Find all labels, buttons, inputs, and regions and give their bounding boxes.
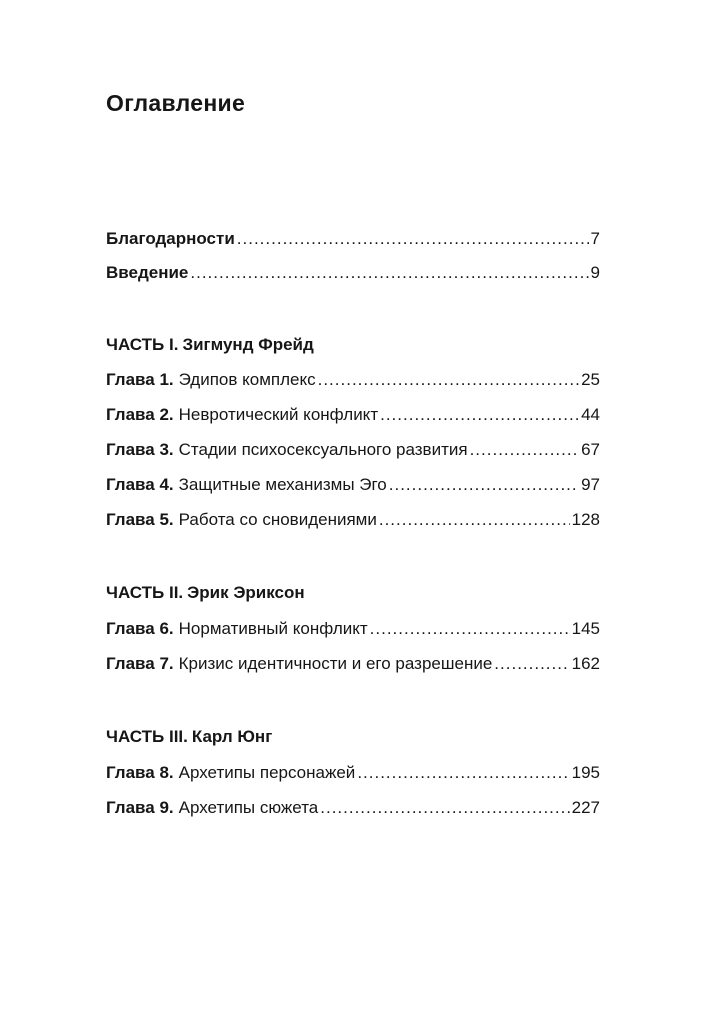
toc-page-number: 7 [590, 229, 600, 248]
part-name: Зигмунд Фрейд [182, 335, 314, 354]
toc-chapter-row[interactable] [106, 509, 600, 531]
leader-dots [389, 474, 579, 496]
leader-dots [494, 653, 569, 675]
toc-page-number: 128 [571, 510, 600, 529]
part-heading [106, 582, 305, 604]
toc-chapter-row[interactable] [106, 797, 600, 819]
toc-chapter-row[interactable] [106, 653, 600, 675]
chapter-title: Стадии психосексуального развития [178, 440, 468, 459]
toc-page-number: 9 [590, 263, 600, 282]
toc-entry[interactable] [106, 228, 600, 250]
chapter-number: Глава 9. [106, 798, 174, 817]
part-name: Карл Юнг [191, 727, 273, 746]
chapter-number: Глава 5. [106, 510, 174, 529]
toc-page-number: 44 [581, 405, 600, 424]
toc-entry-label: Благодарности [106, 229, 235, 248]
chapter-title: Архетипы персонажей [178, 763, 356, 782]
toc-page-number: 145 [571, 619, 600, 638]
toc-entry[interactable] [106, 262, 600, 284]
toc-chapter-row[interactable] [106, 369, 600, 391]
toc-page-number: 67 [581, 440, 600, 459]
part-heading [106, 334, 314, 356]
chapter-title: Эдипов комплекс [178, 370, 316, 389]
leader-dots [237, 228, 589, 250]
leader-dots [357, 762, 569, 784]
chapter-number: Глава 7. [106, 654, 174, 673]
chapter-title: Защитные механизмы Эго [178, 475, 387, 494]
chapter-number: Глава 6. [106, 619, 174, 638]
leader-dots [190, 262, 588, 284]
leader-dots [380, 404, 579, 426]
toc-page-number: 162 [571, 654, 600, 673]
chapter-number: Глава 4. [106, 475, 174, 494]
toc-page-number: 25 [581, 370, 600, 389]
part-name: Эрик Эриксон [187, 583, 305, 602]
toc-page-number: 195 [571, 763, 600, 782]
leader-dots [318, 369, 579, 391]
toc-page-number: 97 [581, 475, 600, 494]
toc-entry-label: Введение [106, 263, 189, 282]
chapter-number: Глава 2. [106, 405, 174, 424]
chapter-title: Кризис идентичности и его разрешение [178, 654, 493, 673]
chapter-title: Архетипы сюжета [178, 798, 319, 817]
part-heading [106, 726, 272, 748]
toc-chapter-row[interactable] [106, 618, 600, 640]
leader-dots [370, 618, 570, 640]
toc-page-number: 227 [571, 798, 600, 817]
page-title: Оглавление [106, 90, 246, 116]
toc-chapter-row[interactable] [106, 762, 600, 784]
chapter-title: Невротический конфликт [178, 405, 379, 424]
leader-dots [379, 509, 570, 531]
part-label: ЧАСТЬ III. [106, 727, 188, 746]
chapter-number: Глава 8. [106, 763, 174, 782]
toc-chapter-row[interactable] [106, 404, 600, 426]
part-label: ЧАСТЬ I. [106, 335, 179, 354]
chapter-title: Работа со сновидениями [178, 510, 377, 529]
chapter-number: Глава 1. [106, 370, 174, 389]
part-label: ЧАСТЬ II. [106, 583, 184, 602]
leader-dots [320, 797, 569, 819]
chapter-title: Нормативный конфликт [178, 619, 368, 638]
toc-chapter-row[interactable] [106, 474, 600, 496]
leader-dots [470, 439, 580, 461]
chapter-number: Глава 3. [106, 440, 174, 459]
toc-chapter-row[interactable] [106, 439, 600, 461]
